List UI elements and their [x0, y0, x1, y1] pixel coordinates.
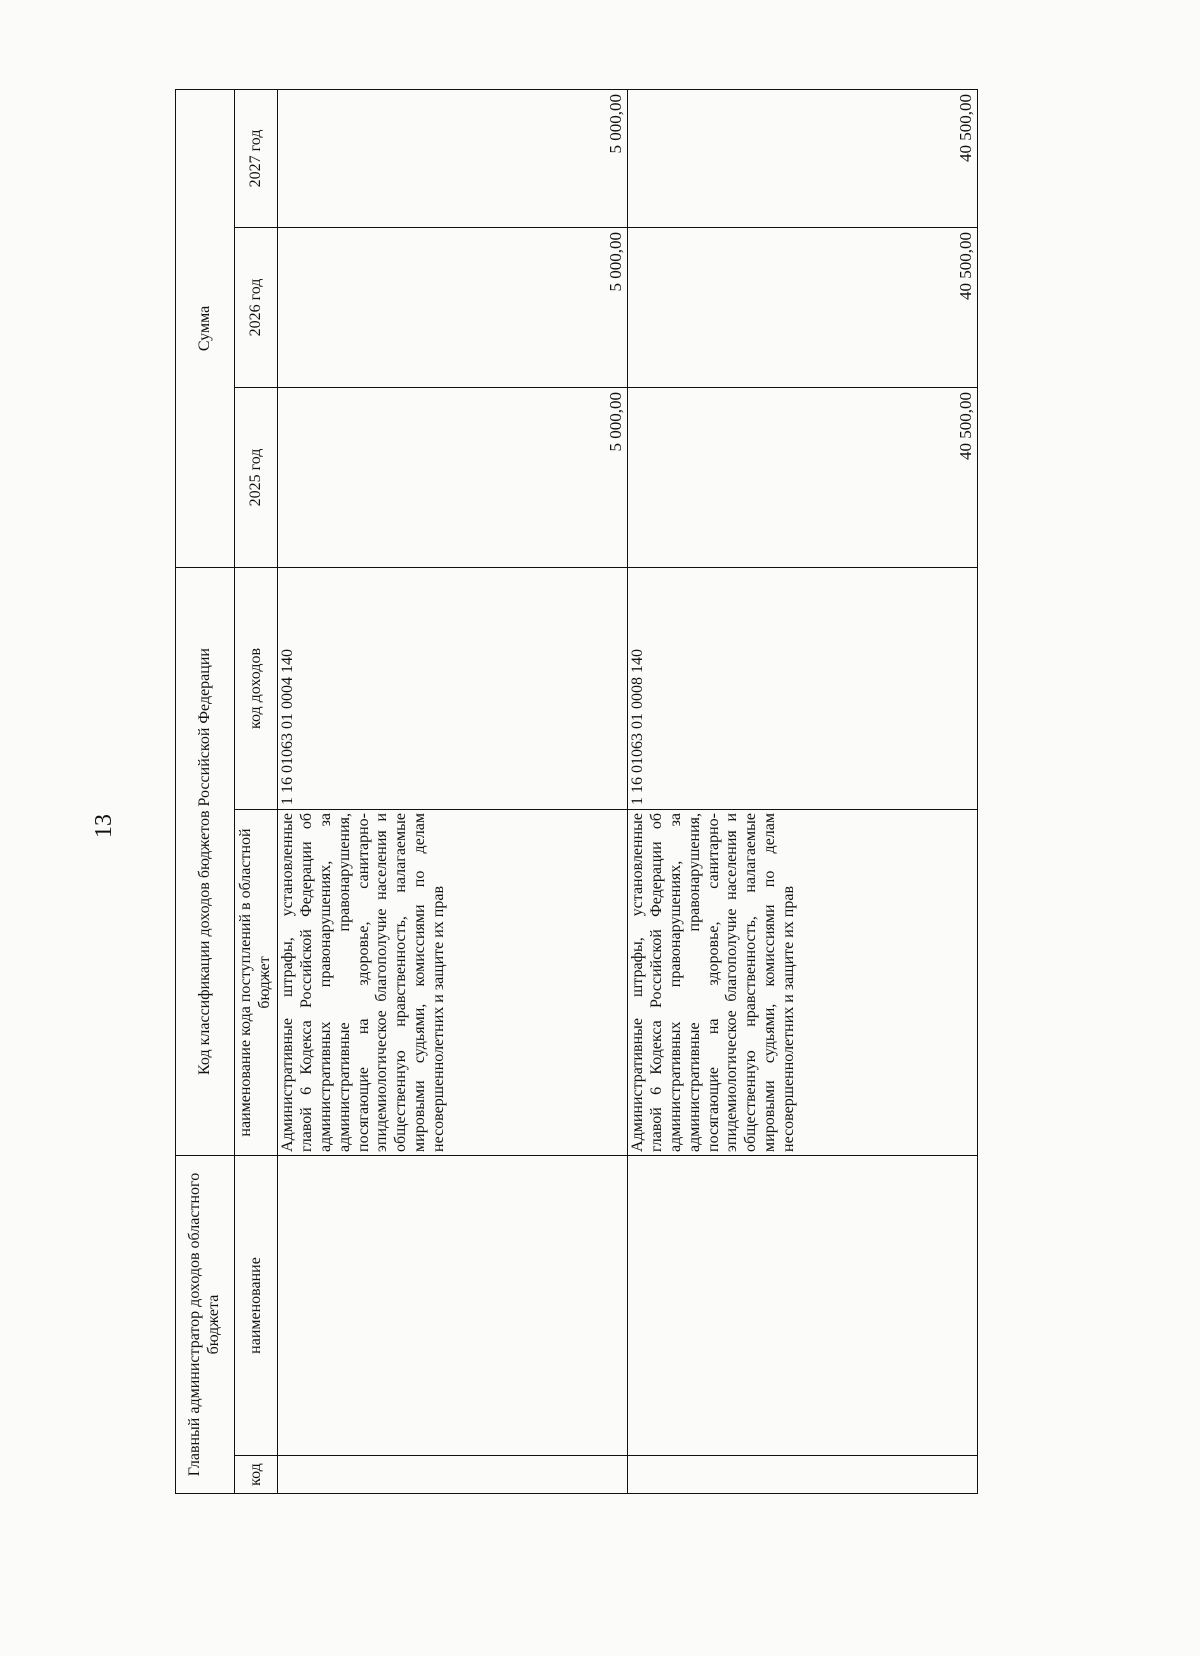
income-description-cell: Административные штрафы, установленные главой 6 Кодекса Российской Федерации об административных правонарушениях, за административные правонарушения, посягающие на здоровье, санитарно-эпидемиологическое благополучие населения и общественную нравственность, налагаемые мировыми судьями, комиссиями по делам несовершеннолетних и защите их прав: [278, 809, 628, 1155]
header-year-2026: 2026 год: [235, 227, 278, 387]
income-code-cell: 1 16 01063 01 0004 140: [278, 567, 628, 809]
header-income-code: код доходов: [235, 567, 278, 809]
header-admin-group: Главный администратор доходов областного бюджета: [176, 1155, 235, 1493]
header-year-2025: 2025 год: [235, 387, 278, 567]
sum-2025-cell: 5 000,00: [278, 387, 628, 567]
header-classification-group: Код классификации доходов бюджетов Российской Федерации: [176, 567, 235, 1155]
sum-2025-cell: 40 500,00: [628, 387, 978, 567]
admin-name-cell: [628, 1155, 978, 1455]
header-row-1: [176, 89, 235, 1493]
header-name: наименование: [235, 1155, 278, 1455]
table-row: [278, 89, 628, 1493]
budget-revenue-table: [175, 89, 978, 1494]
budget-table-container: [175, 90, 978, 1494]
header-year-2027: 2027 год: [235, 89, 278, 227]
sum-2027-cell: 40 500,00: [628, 89, 978, 227]
header-row-2: [235, 89, 278, 1493]
income-code-cell: 1 16 01063 01 0008 140: [628, 567, 978, 809]
table-row: [628, 89, 978, 1493]
sum-2027-cell: 5 000,00: [278, 89, 628, 227]
admin-name-cell: [278, 1155, 628, 1455]
header-code: код: [235, 1456, 278, 1494]
sum-2026-cell: 5 000,00: [278, 227, 628, 387]
sum-2026-cell: 40 500,00: [628, 227, 978, 387]
page-number: 13: [91, 814, 117, 838]
budget-table-rotated: [175, 90, 978, 1494]
income-description-cell: Административные штрафы, установленные главой 6 Кодекса Российской Федерации об административных правонарушениях, за административные правонарушения, посягающие на здоровье, санитарно-эпидемиологическое благополучие населения и общественную нравственность, налагаемые мировыми судьями, комиссиями по делам несовершеннолетних и защите их прав: [628, 809, 978, 1155]
admin-code-cell: [628, 1456, 978, 1494]
admin-code-cell: [278, 1456, 628, 1494]
header-sum-group: Сумма: [176, 89, 235, 567]
header-income-name: наименование кода поступлений в областной бюджет: [235, 809, 278, 1155]
